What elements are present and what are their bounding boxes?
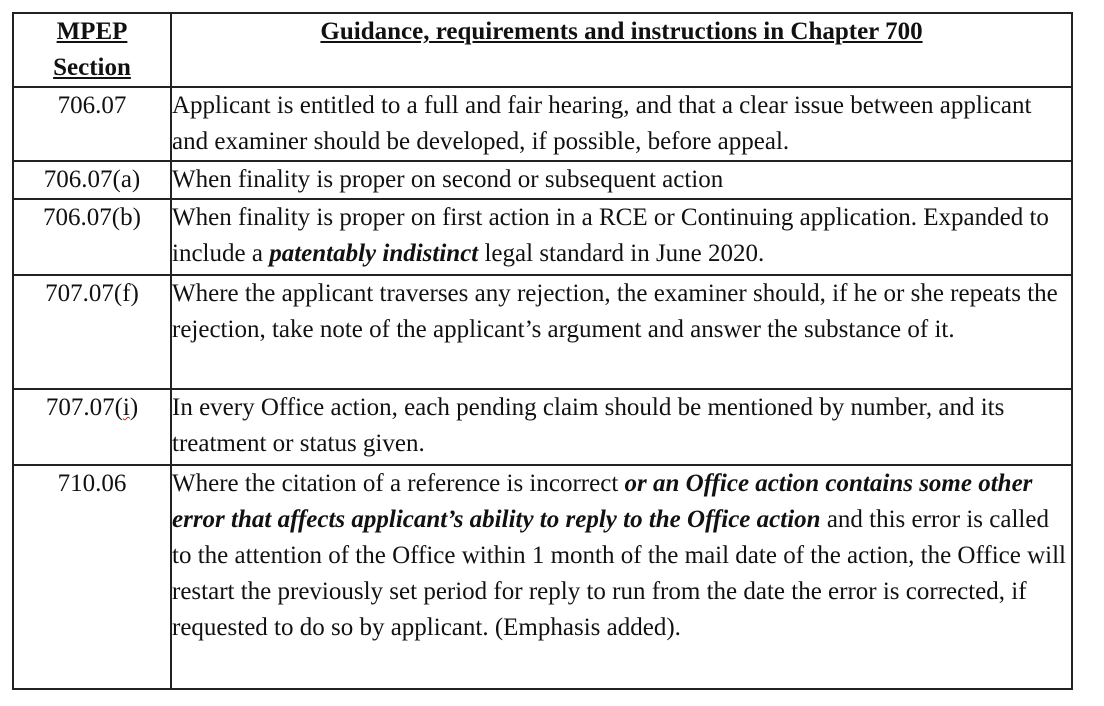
guidance-cell: In every Office action, each pending claim should be mentioned by number, and its treatment or status given.	[171, 389, 1072, 465]
section-cell: 706.07(a)	[13, 161, 171, 199]
section-cell	[13, 389, 171, 465]
section-column-header	[13, 13, 171, 87]
table-row	[13, 275, 1072, 389]
guidance-text: When finality is proper on first action in a RCE or Continuing application. Expanded to include a	[172, 204, 1049, 267]
section-cell: 707.07(f)	[13, 275, 171, 389]
emphasized-text: or an Office action contains some other error that affects applicant’s ability to reply to the Office action	[172, 470, 1033, 533]
section-prefix: 707.07(	[45, 394, 123, 421]
section-header-line1: MPEP	[56, 18, 128, 45]
guidance-cell: When finality is proper on second or subsequent action	[171, 161, 1072, 199]
table-row	[13, 161, 1072, 199]
guidance-cell: Where the applicant traverses any rejection, the examiner should, if he or she repeats the rejection, take note of the applicant’s argument and answer the substance of it.	[171, 275, 1072, 389]
guidance-text: and this error is called to the attention of the Office within 1 month of the mail date of the action, the Office will restart the previously set period for reply to run from the date the error is corrected, if requested to do so by applicant. (Emphasis added).	[172, 506, 1066, 641]
mpep-chapter-700-table	[12, 12, 1073, 690]
guidance-text: Where the citation of a reference is incorrect	[172, 470, 625, 497]
header-row	[13, 13, 1072, 87]
guidance-column-header: Guidance, requirements and instructions in Chapter 700	[171, 13, 1072, 87]
section-cell: 710.06	[13, 465, 171, 689]
section-cell: 706.07(b)	[13, 199, 171, 275]
guidance-cell	[171, 465, 1072, 689]
table-row	[13, 87, 1072, 161]
guidance-text: legal standard in June 2020.	[478, 240, 765, 267]
section-cell: 706.07	[13, 87, 171, 161]
table-row	[13, 199, 1072, 275]
guidance-cell	[171, 199, 1072, 275]
spellcheck-underlined-letter: i	[122, 394, 130, 421]
section-header-line2: Section	[53, 54, 131, 81]
table-row	[13, 465, 1072, 689]
table-row	[13, 389, 1072, 465]
guidance-cell: Applicant is entitled to a full and fair hearing, and that a clear issue between applicant and examiner should be developed, if possible, before appeal.	[171, 87, 1072, 161]
emphasized-text: patentably indistinct	[269, 240, 479, 267]
section-suffix: )	[129, 394, 139, 421]
